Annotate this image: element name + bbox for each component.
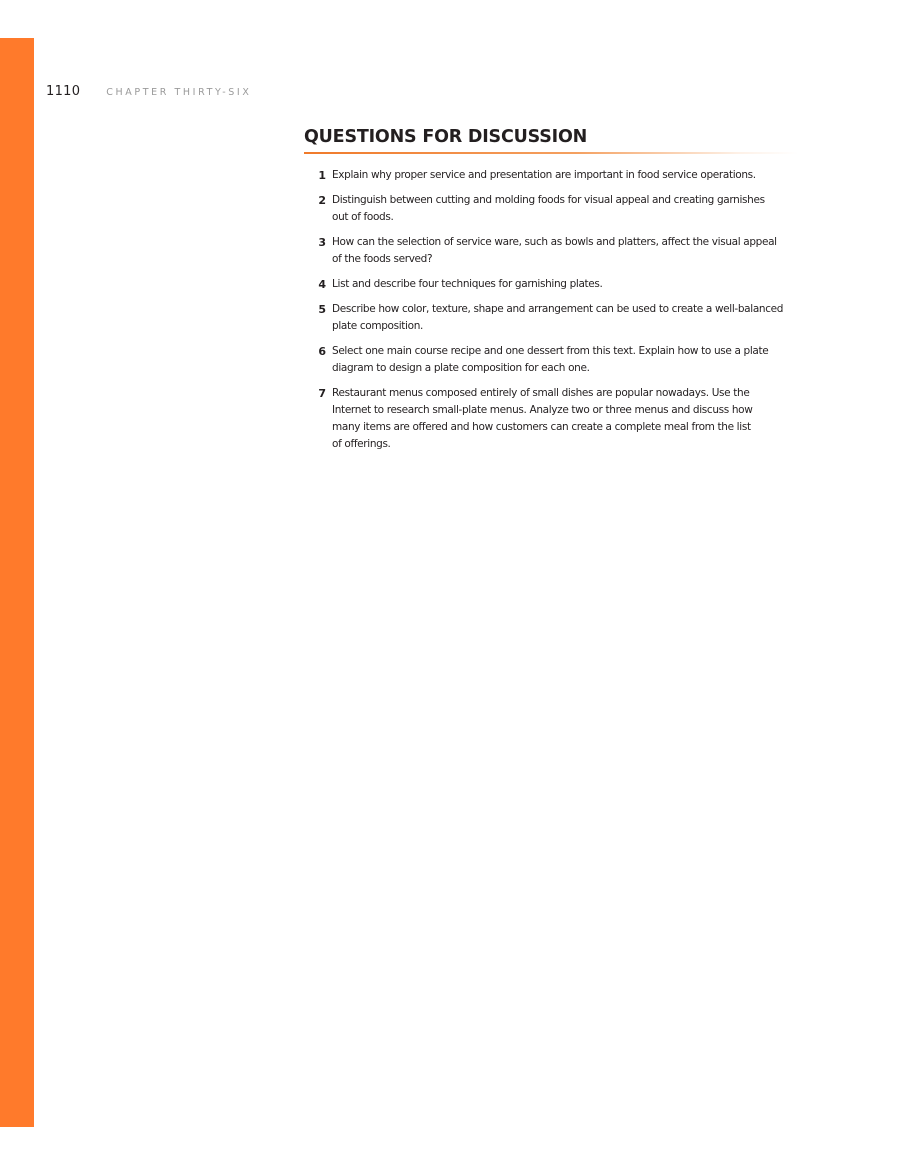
question-number: 7 — [318, 386, 326, 400]
discussion-section — [304, 124, 798, 461]
question-item — [304, 385, 798, 453]
question-text: How can the selection of service ware, such as bowls and platters, affect the visual appeal of the foods served? — [332, 235, 777, 265]
question-text: Explain why proper service and presentation are important in food service operations. — [332, 168, 756, 181]
question-item — [304, 276, 798, 293]
question-number: 6 — [318, 344, 326, 358]
question-number: 3 — [318, 235, 326, 249]
orange-side-bar — [0, 38, 34, 1127]
page-header — [46, 84, 251, 99]
question-item — [304, 167, 798, 184]
question-text: List and describe four techniques for garnishing plates. — [332, 277, 603, 290]
section-title: QUESTIONS FOR DISCUSSION — [304, 127, 588, 147]
question-text: Distinguish between cutting and molding foods for visual appeal and creating garnishes out of foods. — [332, 193, 765, 223]
question-item — [304, 343, 798, 377]
question-number: 5 — [318, 302, 326, 316]
question-item — [304, 234, 798, 268]
page-number: 1110 — [46, 84, 81, 99]
question-item — [304, 301, 798, 335]
question-text: Restaurant menus composed entirely of small dishes are popular nowadays. Use the Internet to research small-plate menus. Analyze two or three menus and discuss how many items are offered and how customers can create a complete meal from the list of offerings. — [332, 386, 753, 450]
question-text: Select one main course recipe and one dessert from this text. Explain how to use a plate diagram to design a plate composition for each one. — [332, 344, 769, 374]
question-number: 4 — [318, 277, 326, 291]
question-number: 2 — [318, 193, 326, 207]
question-item — [304, 192, 798, 226]
question-list — [304, 167, 798, 453]
question-text: Describe how color, texture, shape and arrangement can be used to create a well-balanced plate composition. — [332, 302, 784, 332]
question-number: 1 — [318, 168, 326, 182]
chapter-label: CHAPTER THIRTY-SIX — [106, 87, 252, 98]
title-underline — [304, 152, 798, 154]
